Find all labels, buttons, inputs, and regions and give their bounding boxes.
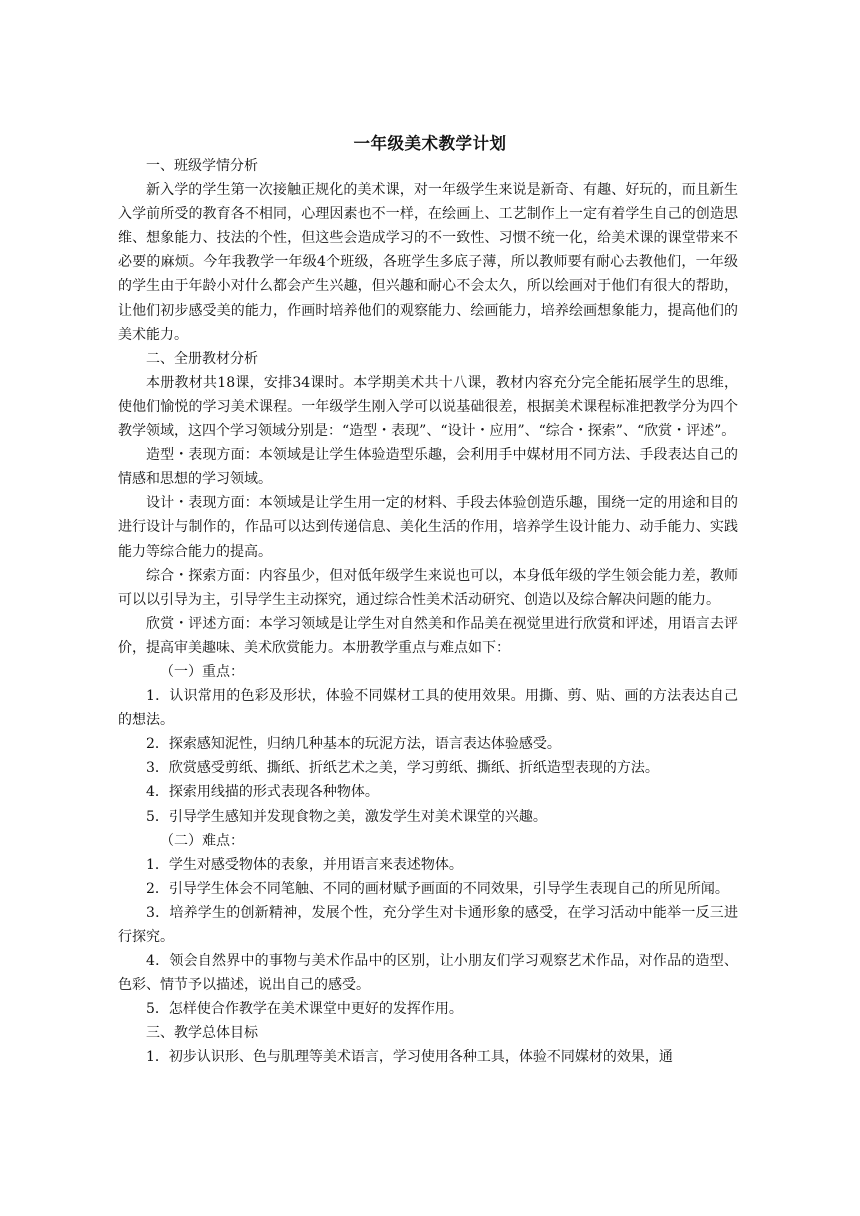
section-heading-textbook-analysis: 二、全册教材分析	[146, 350, 258, 367]
focus-item: 5．引导学生感知并发现食物之美，激发学生对美术课堂的兴趣。	[146, 808, 547, 825]
paragraph-appreciation-review: 欣赏・评述方面：本学习领域是让学生对自然美和作品美在视觉里进行欣赏和评述，用语言去评价，提高审美趣味、美术欣赏能力。本册教学重点与难点如下：	[118, 615, 738, 656]
difficulty-item: 2．引导学生体会不同笔触、不同的画材赋予画面的不同效果，引导学生表现自己的所见所闻。	[146, 880, 729, 897]
paragraph-textbook-overview: 本册教材共18课，安排34课时。本学期美术共十八课，教材内容充分完全能拓展学生的思维，使他们愉悦的学习美术课程。一年级学生刚入学可以说基础很差，根据美术课程标准把教学分为四个教学领域，这四个学习领域分别是：“造型・表现”、“设计・应用”、“综合・探索”、“欣赏・评述”。	[118, 374, 738, 440]
focus-item: 3．欣赏感受剪纸、撕纸、折纸艺术之美，学习剪纸、撕纸、折纸造型表现的方法。	[146, 760, 659, 777]
document-body	[118, 154, 738, 1070]
section-heading-overall-goals: 三、教学总体目标	[146, 1025, 258, 1042]
goal-item: 1．初步认识形、色与肌理等美术语言，学习使用各种工具，体验不同媒材的效果，通	[146, 1049, 673, 1066]
difficulty-item: 4．领会自然界中的事物与美术作品中的区别，让小朋友们学习观察艺术作品，对作品的造型、色彩、情节予以描述，说出自己的感受。	[118, 953, 738, 994]
paragraph-design-expression: 设计・表现方面：本领域是让学生用一定的材料、手段去体验创造乐趣，围绕一定的用途和目的进行设计与制作的，作品可以达到传递信息、美化生活的作用，培养学生设计能力、动手能力、实践能力等综合能力的提高。	[118, 495, 738, 560]
section-heading-class-analysis: 一、班级学情分析	[146, 158, 258, 174]
focus-item: 4．探索用线描的形式表现各种物体。	[146, 784, 379, 801]
paragraph-modeling-expression: 造型・表现方面：本领域是让学生体验造型乐趣，会利用手中媒材用不同方法、手段表达自己的情感和思想的学习领域。	[118, 447, 738, 488]
focus-heading: （一）重点：	[160, 663, 244, 680]
focus-item: 1．认识常用的色彩及形状，体验不同媒材工具的使用效果。用撕、剪、贴、画的方法表达自己的想法。	[118, 688, 738, 729]
difficulty-item: 1．学生对感受物体的表象，并用语言来表述物体。	[146, 856, 463, 873]
difficulty-item: 5．怎样使合作教学在美术课堂中更好的发挥作用。	[146, 1001, 463, 1018]
document-title: 一年级美术教学计划	[353, 134, 507, 153]
focus-item: 2．探索感知泥性，归纳几种基本的玩泥方法，语言表达体验感受。	[146, 736, 561, 753]
difficulty-heading: （二）难点：	[160, 832, 244, 849]
paragraph-class-analysis: 新入学的学生第一次接触正规化的美术课，对一年级学生来说是新奇、有趣、好玩的，而且新生入学前所受的教育各不相同，心理因素也不一样，在绘画上、工艺制作上一定有着学生自己的创造思维、想象能力、技法的个性，但这些会造成学习的不一致性、习惯不统一化，给美术课的课堂带来不必要的麻烦。今年我教学一年级4个班级，各班学生多底子薄，所以教师要有耐心去教他们，一年级的学生由于年龄小对什么都会产生兴趣，但兴趣和耐心不会太久，所以绘画对于他们有很大的帮助，让他们初步感受美的能力，作画时培养他们的观察能力、绘画能力，培养绘画想象能力，提高他们的美术能力。	[118, 182, 738, 343]
difficulty-item: 3．培养学生的创新精神，发展个性，充分学生对卡通形象的感受，在学习活动中能举一反三进行探究。	[118, 904, 738, 945]
paragraph-synthesis-exploration: 综合・探索方面：内容虽少，但对低年级学生来说也可以，本身低年级的学生领会能力差，教师可以以引导为主，引导学生主动探究，通过综合性美术活动研究、创造以及综合解决问题的能力。	[118, 567, 738, 608]
